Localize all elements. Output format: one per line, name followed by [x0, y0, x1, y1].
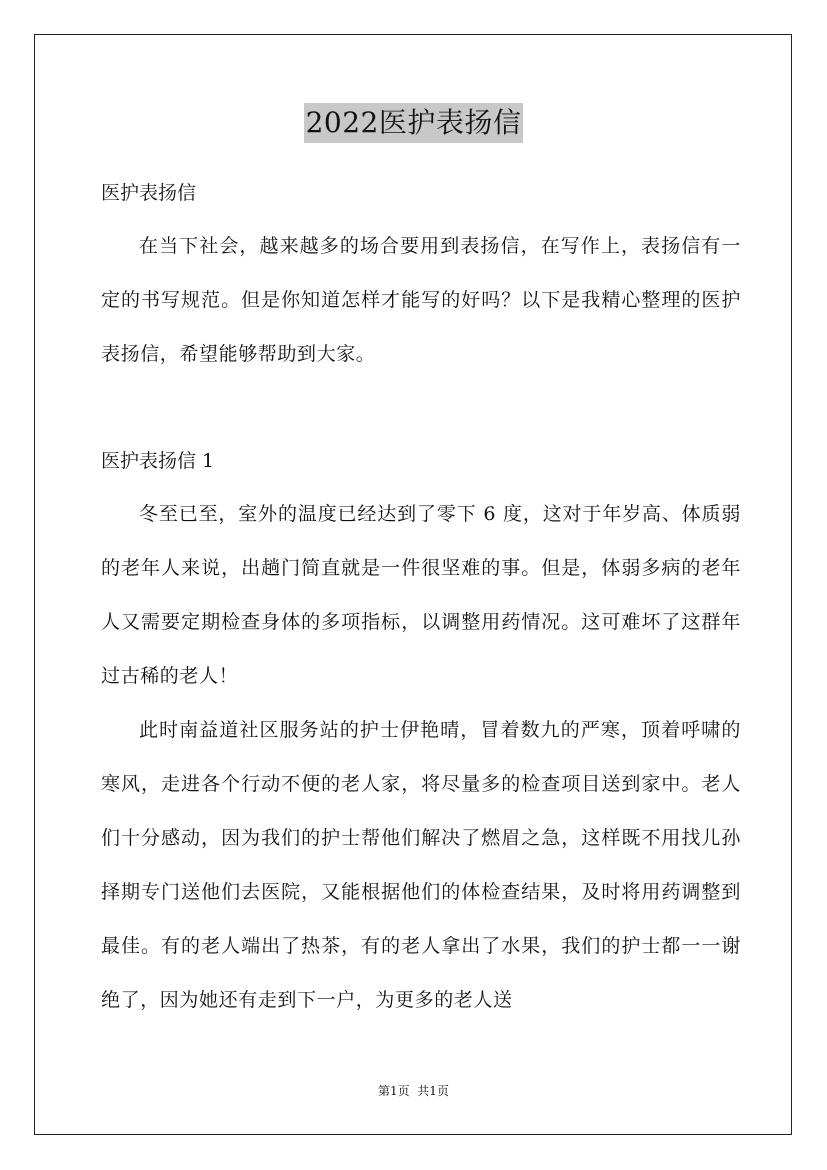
body-paragraph: 此时南益道社区服务站的护士伊艳晴，冒着数九的严寒，顶着呼啸的寒风，走进各个行动不便的老人家，将尽量多的检查项目送到家中。老人们十分感动，因为我们的护士帮他们解决了燃眉之急，这样既不用找儿孙择期专门送他们去医院，又能根据他们的体检查结果，及时将用药调整到最佳。有的老人端出了热茶，有的老人拿出了水果，我们的护士都一一谢绝了，因为她还有走到下一户，为更多的老人送 — [101, 719, 741, 1011]
page-footer: 第1页 共1页 — [378, 1084, 449, 1098]
body-paragraph: 冬至已至，室外的温度已经达到了零下 6 度，这对于年岁高、体质弱的老年人来说，出趟门简直就是一件很坚难的事。但是，体弱多病的老年人又需要定期检查身体的多项指标，以调整用药情况。这可难坏了这群年过古稀的老人！ — [101, 503, 741, 687]
document-body — [101, 171, 741, 1027]
document-title-text: 2022医护表扬信 — [304, 103, 524, 143]
section-heading: 医护表扬信 — [101, 182, 197, 204]
intro-paragraph: 在当下社会，越来越多的场合要用到表扬信，在写作上，表扬信有一定的书写规范。但是你知道怎样才能写的好吗？以下是我精心整理的医护表扬信，希望能够帮助到大家。 — [101, 235, 741, 365]
letter-heading: 医护表扬信 1 — [101, 450, 215, 472]
document-title — [0, 102, 827, 143]
